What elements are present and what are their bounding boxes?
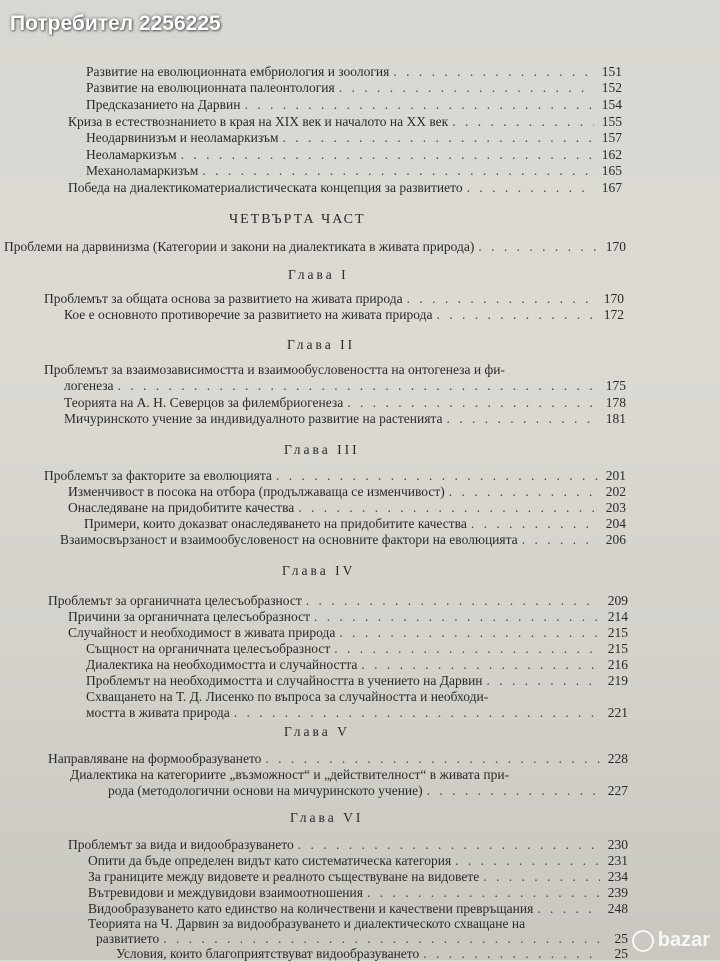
toc-entry-title: Примери, които доказват онаследяването на придобитите качества [84,516,467,531]
toc-entry-page: 204 [605,516,626,531]
toc-entry-title: Направляване на формообразуването [48,751,262,766]
toc-entry-title: развитието [96,931,160,946]
toc-entry-title: Същност на органичната целесъобразност [86,641,331,656]
toc-entry [64,395,626,411]
toc-entry [68,625,628,641]
toc-entry-title: Проблемът за общата основа за развитието на живата природа [44,291,403,306]
toc-entry-page: 201 [605,468,626,483]
toc-leader [427,783,600,799]
toc-entry-page: 234 [607,869,628,884]
toc-leader [449,484,598,500]
toc-entry [88,853,628,869]
toc-leader [339,625,600,641]
toc-entry-title: Онаследяване на придобитите качества [68,500,295,515]
toc-entry [86,64,622,80]
toc-leader [446,411,598,427]
toc-entry [48,593,628,609]
toc-entry-page: 165 [601,163,622,178]
toc-entry-title: Изменчивост в посока на отбора (продължаваща се изменчивост) [68,484,445,499]
toc-entry [64,378,626,394]
toc-leader [537,901,600,917]
toc-entry [86,130,622,146]
toc-leader [407,291,596,307]
toc-entry-title: Теорията на Ч. Дарвин за видообразуването и диалектическото схващане на [88,916,526,931]
chapter-heading: Глава II [287,337,356,352]
toc-entry-page: 151 [601,64,622,79]
toc-entry-page: 209 [607,593,628,608]
toc-entry-page: 167 [601,180,622,195]
toc-entry [86,97,622,113]
toc-entry-title: Опити да бъде определен видът като систематическа категория [88,853,452,868]
toc-leader [234,705,600,721]
toc-entry [86,147,622,163]
toc-entry-title: Теорията на А. Н. Северцов за филембриогенеза [64,395,344,410]
toc-entry [86,657,628,673]
toc-leader [471,516,598,532]
toc-leader [452,114,594,130]
toc-entry-title: Кое е основното противоречие за развитието на живата природа [64,307,433,322]
toc-entry-title: Победа на диалектикоматериалистическата концепция за развитието [68,180,463,195]
part-heading: ЧЕТВЪРТА ЧАСТ [229,212,366,227]
toc-leader [436,307,596,323]
toc-entry-page: 25 [614,931,628,946]
toc-entry [60,532,626,548]
toc-entry [68,500,626,516]
toc-leader [202,163,594,179]
toc-entry [86,80,622,96]
toc-entry-page: 172 [603,307,624,322]
chapter-heading: Глава IV [282,563,356,578]
toc-entry-title: Проблеми на дарвинизма (Категории и закони на диалектиката в живата природа) [4,239,475,254]
toc-entry-page: 227 [607,783,628,798]
toc-entry-page: 219 [607,673,628,688]
toc-entry-title: Мичуринското учение за индивидуалното развитие на растенията [64,411,443,426]
toc-entry-page: 162 [601,147,622,162]
chapter-heading: Глава VI [290,810,364,825]
toc-entry-title: Неодарвинизъм и неоламаркизъм [86,130,279,145]
toc-leader [282,130,594,146]
toc-entry-page: 178 [605,395,626,410]
toc-leader [483,869,600,885]
toc-entry-title: Проблемът на необходимостта и случайността в учението на Дарвин [86,673,483,688]
toc-entry-page: 170 [603,291,624,306]
toc-entry [48,751,628,767]
toc-leader [361,657,600,673]
toc-entry-page: 221 [607,705,628,720]
toc-entry-page: 216 [607,657,628,672]
toc-entry [68,114,622,130]
toc-entry [68,180,622,196]
toc-entry-page: 155 [601,114,622,129]
toc-entry-title: Условия, които благоприятствуват видообразуването [116,946,420,961]
toc-entry [86,673,628,689]
toc-entry-title: мостта в живата природа [86,705,230,720]
toc-entry-page: 239 [607,885,628,900]
toc-entry-title: Вътревидови и междувидови взаимоотношения [88,885,363,900]
toc-entry [88,869,628,885]
toc-entry-title: рода (методологични основи на мичуринското учение) [108,783,423,798]
toc-entry-title: Развитие на еволюционната палеонтология [86,80,335,95]
toc-entry-title: Развитие на еволюционната ембриология и зоология [86,64,390,79]
toc-leader [163,931,600,947]
toc-entry-title: Видообразуването като единство на количествени и качествени превръщания [88,901,534,916]
toc-entry-page: 170 [605,239,626,254]
toc-entry [64,307,624,323]
toc-entry-page: 181 [605,411,626,426]
watermark-brand [632,929,710,952]
toc-entry [68,837,628,853]
toc-entry-page: 203 [605,500,626,515]
toc-entry [4,239,626,255]
toc-entry [86,705,628,721]
chapter-heading: Глава III [284,442,360,457]
toc-entry-title: Проблемът за факторите за еволюцията [44,468,272,483]
toc-entry-title: Проблемът за взаимозависимостта и взаимообусловеността на онтогенеза и фи- [44,362,505,377]
toc-leader [306,593,600,609]
toc-entry-page: 230 [607,837,628,852]
toc-entry-title: Причини за органичната целесъобразност [68,609,310,624]
toc-entry-page: 214 [607,609,628,624]
toc-leader [265,751,600,767]
toc-entry [108,783,628,799]
toc-entry-page: 215 [607,625,628,640]
toc-entry [96,931,628,947]
toc-entry-title: Предсказанието на Дарвин [86,97,241,112]
toc-entry-page: 206 [605,532,626,547]
toc-entry-title: Диалектика на необходимостта и случайността [86,657,358,672]
toc-entry-page: 215 [607,641,628,656]
toc-entry-title: За границите между видовете и реалното съществуване на видовете [88,869,480,884]
toc-leader [181,147,594,163]
toc-leader [334,641,600,657]
toc-entry [64,411,626,427]
toc-entry-title: логенеза [64,378,114,393]
watermark-brand-text: bazar [657,929,710,951]
toc-entry-page: 202 [605,484,626,499]
toc-entry-page: 25 [614,946,628,961]
toc-entry [84,516,626,532]
toc-leader [347,395,598,411]
toc-entry-page: 152 [601,80,622,95]
toc-entry-title: Случайност и необходимост в живата природа [68,625,336,640]
toc-entry [88,901,628,917]
toc-entry-page: 154 [601,97,622,112]
toc-leader [245,97,595,113]
toc-entry-page: 248 [607,901,628,916]
toc-leader [367,885,600,901]
toc-entry [44,468,626,484]
toc-entry-title: Проблемът за вида и видообразуването [68,837,294,852]
toc-entry-title: Неоламаркизъм [86,147,177,162]
toc-leader [478,239,598,255]
toc-entry [86,163,622,179]
toc-entry-page: 157 [601,130,622,145]
toc-entry [68,484,626,500]
chapter-heading: Глава I [288,267,349,282]
toc-leader [314,609,600,625]
toc-entry-title: Механоламаркизъм [86,163,199,178]
toc-leader [118,378,598,394]
toc-leader [522,532,598,548]
toc-entry-title: Взаимосвързаност и взаимообусловеност на основните фактори на еволюцията [60,532,518,547]
logo-icon [632,930,654,952]
toc-leader [455,853,600,869]
toc-entry-title: Схващането на Т. Д. Лисенко по въпроса за случайността и необходи- [86,689,489,704]
watermark-user: Потребител 2256225 [10,12,221,35]
toc-entry [88,885,628,901]
toc-entry-title: Диалектика на категориите „възможност“ и „действителност“ в живата при- [70,767,510,782]
toc-entry [86,641,628,657]
toc-leader [298,837,600,853]
toc-entry [68,609,628,625]
toc-entry-title: Криза в естествознанието в края на XIX век и началото на XX век [68,114,449,129]
toc-leader [487,673,600,689]
toc-entry-page: 231 [607,853,628,868]
chapter-heading: Глава V [284,724,350,739]
toc-leader [298,500,598,516]
toc-leader [467,180,594,196]
toc-entry-page: 228 [607,751,628,766]
toc-entry-page: 175 [605,378,626,393]
toc-leader [393,64,594,80]
toc-leader [276,468,598,484]
toc-entry-title: Проблемът за органичната целесъобразност [48,593,302,608]
toc-entry [44,291,624,307]
toc-leader [339,80,594,96]
